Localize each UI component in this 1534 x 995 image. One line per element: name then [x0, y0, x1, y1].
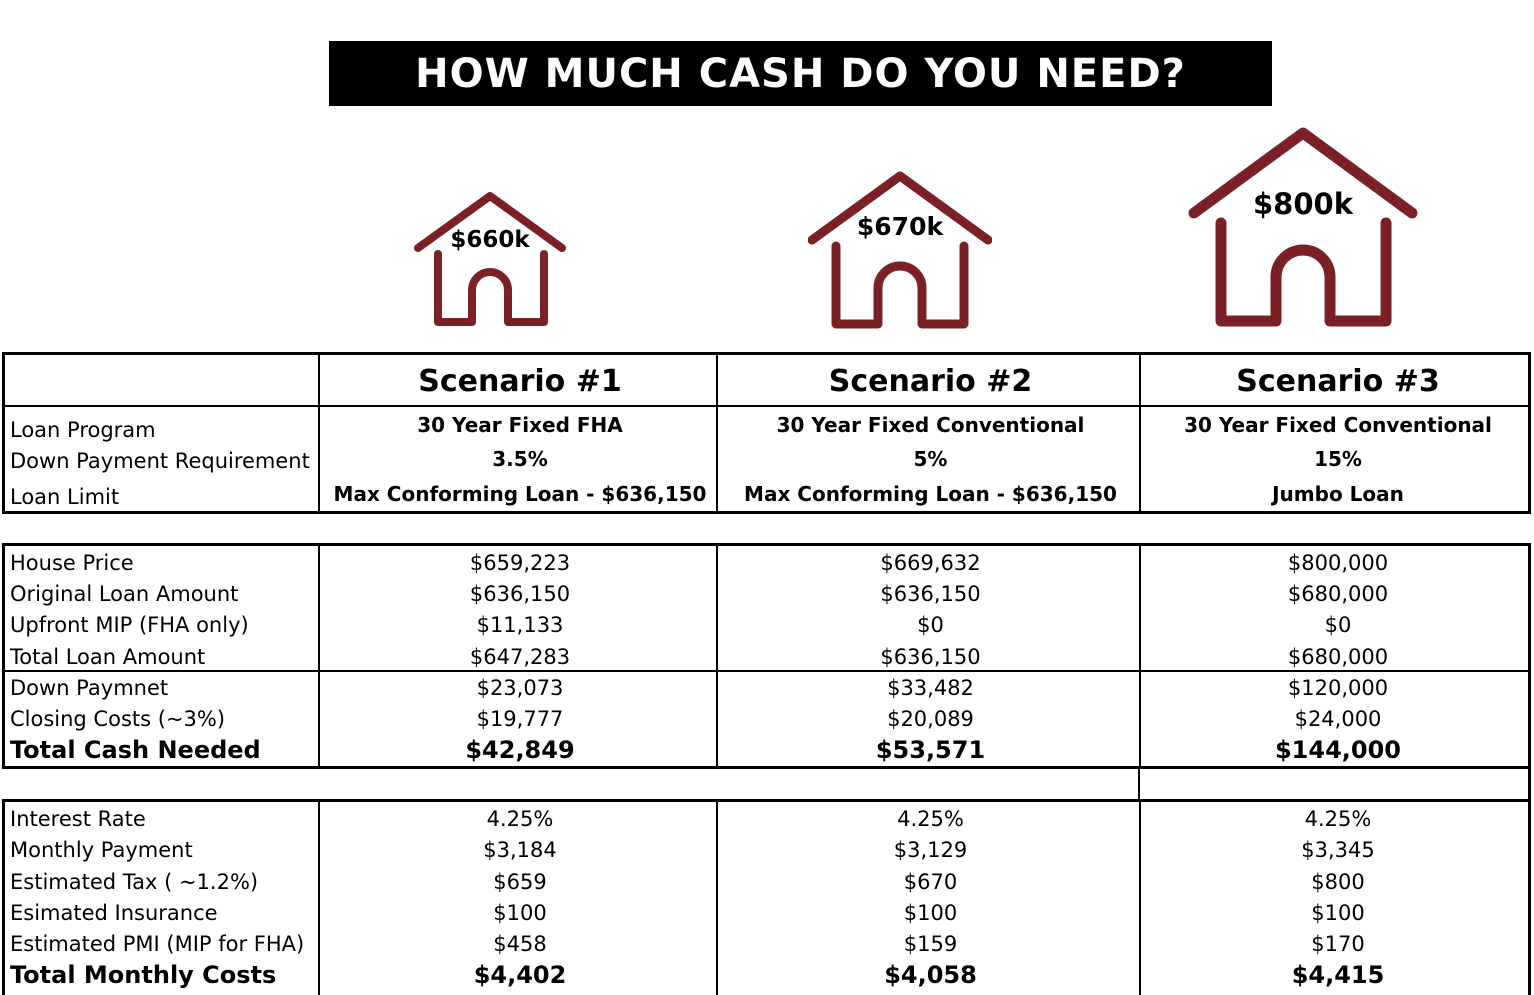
upfront-mip: $0 [917, 613, 944, 637]
loan-program: 30 Year Fixed Conventional [1184, 413, 1492, 437]
house-scenario-2 [808, 170, 992, 330]
loan-limit: Max Conforming Loan - $636,150 [744, 482, 1117, 506]
cash-needed-table [2, 543, 1531, 769]
house-price: $659,223 [469, 551, 571, 575]
total-monthly-costs: $4,415 [1291, 961, 1385, 989]
page-title-bar [329, 41, 1272, 106]
monthly-costs-table [2, 799, 1531, 995]
down-payment-requirement: 5% [913, 447, 948, 471]
row-label: House Price [10, 551, 134, 575]
house-icon [1188, 127, 1418, 329]
house-price: $800,000 [1287, 551, 1389, 575]
house-icon [808, 170, 992, 330]
down-payment: $33,482 [887, 676, 974, 700]
row-label: Closing Costs (~3%) [10, 707, 226, 731]
upfront-mip: $0 [1324, 613, 1352, 637]
down-payment: $120,000 [1287, 676, 1389, 700]
total-loan-amount: $647,283 [469, 645, 571, 669]
total-cash-needed: $53,571 [875, 736, 986, 764]
interest-rate: 4.25% [486, 807, 554, 831]
total-cash-needed: $42,849 [465, 736, 575, 764]
row-label: Loan Program [10, 418, 156, 442]
row-label: Original Loan Amount [10, 582, 239, 606]
row-label: Estimated PMI (MIP for FHA) [10, 932, 305, 956]
row-label: Esimated Insurance [10, 901, 218, 925]
loan-limit: Max Conforming Loan - $636,150 [333, 482, 707, 506]
row-label: Down Paymnet [10, 676, 169, 700]
original-loan-amount: $680,000 [1287, 582, 1389, 606]
estimated-insurance: $100 [1311, 901, 1365, 925]
scenario-header: Scenario #3 [1236, 364, 1440, 399]
interest-rate: 4.25% [897, 807, 964, 831]
program-table [2, 352, 1531, 514]
monthly-payment: $3,184 [483, 838, 557, 862]
total-cash-needed: $144,000 [1274, 736, 1401, 764]
page-title: HOW MUCH CASH DO YOU NEED? [415, 50, 1186, 97]
estimated-insurance: $100 [903, 901, 958, 925]
monthly-payment: $3,345 [1301, 838, 1375, 862]
down-payment: $23,073 [476, 676, 564, 700]
scenario-header: Scenario #2 [828, 364, 1033, 399]
estimated-pmi: $458 [493, 932, 547, 956]
scenario-header: Scenario #1 [418, 364, 622, 399]
loan-program: 30 Year Fixed Conventional [776, 413, 1085, 437]
house-price-label: $800k [1253, 187, 1353, 221]
house-price-label: $660k [450, 227, 530, 253]
down-payment-requirement: 15% [1314, 447, 1362, 471]
house-price: $669,632 [880, 551, 981, 575]
row-label: Upfront MIP (FHA only) [10, 613, 249, 637]
total-monthly-costs: $4,402 [473, 961, 567, 989]
original-loan-amount: $636,150 [880, 582, 981, 606]
row-label: Loan Limit [10, 485, 120, 509]
loan-program: 30 Year Fixed FHA [417, 413, 623, 437]
house-icon [414, 190, 566, 328]
estimated-pmi: $159 [903, 932, 958, 956]
total-monthly-label: Total Monthly Costs [10, 961, 277, 989]
monthly-payment: $3,129 [893, 838, 968, 862]
row-label: Monthly Payment [10, 838, 193, 862]
total-monthly-costs: $4,058 [884, 961, 977, 989]
row-label: Total Loan Amount [10, 645, 206, 669]
house-price-label: $670k [856, 212, 944, 241]
estimated-tax: $800 [1311, 870, 1365, 894]
estimated-insurance: $100 [493, 901, 547, 925]
upfront-mip: $11,133 [476, 613, 564, 637]
row-label: Down Payment Requirement [10, 449, 310, 473]
down-payment-requirement: 3.5% [492, 447, 548, 471]
total-loan-amount: $636,150 [880, 645, 981, 669]
closing-costs: $24,000 [1294, 707, 1382, 731]
closing-costs: $20,089 [887, 707, 974, 731]
closing-costs: $19,777 [476, 707, 564, 731]
total-loan-amount: $680,000 [1287, 645, 1389, 669]
row-label: Interest Rate [10, 807, 146, 831]
interest-rate: 4.25% [1304, 807, 1372, 831]
estimated-tax: $670 [903, 870, 958, 894]
original-loan-amount: $636,150 [469, 582, 571, 606]
total-cash-label: Total Cash Needed [10, 736, 261, 764]
house-scenario-3 [1188, 127, 1418, 329]
estimated-tax: $659 [493, 870, 547, 894]
house-scenario-1 [414, 190, 566, 328]
table-separator [1138, 769, 1531, 800]
loan-limit: Jumbo Loan [1272, 482, 1404, 506]
estimated-pmi: $170 [1311, 932, 1365, 956]
row-label: Estimated Tax ( ~1.2%) [10, 870, 259, 894]
